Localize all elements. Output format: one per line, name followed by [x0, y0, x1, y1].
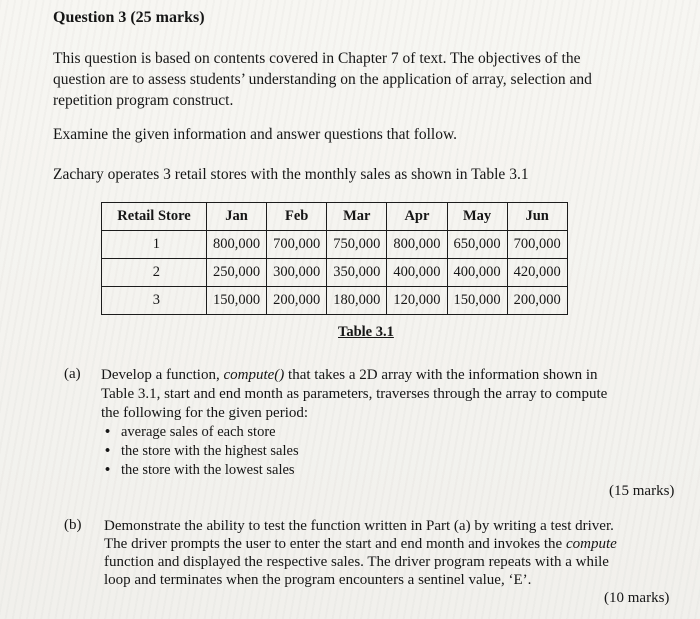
- bullet-text: the store with the lowest sales: [121, 462, 295, 478]
- table-row: [102, 259, 568, 287]
- part-a-line-1: [101, 366, 681, 385]
- cell-value: 750,000: [327, 231, 387, 259]
- part-a-line-2: Table 3.1, start and end month as parameters, traverses through the array to compute: [101, 386, 608, 402]
- part-b-line-1: Demonstrate the ability to test the function written in Part (a) by writing a test driver.: [104, 518, 614, 534]
- cell-value: 800,000: [387, 231, 447, 259]
- part-b-label: (b): [64, 517, 82, 533]
- cell-store: 2: [102, 259, 207, 287]
- function-name-ref: compute: [565, 536, 617, 552]
- bullet-text: the store with the highest sales: [121, 443, 299, 459]
- question-heading: Question 3 (25 marks): [53, 9, 205, 26]
- cell-value: 120,000: [387, 287, 447, 315]
- part-a-line-1-post: that takes a 2D array with the information shown in: [284, 367, 598, 383]
- table-row: [102, 287, 568, 315]
- list-item: [105, 442, 299, 461]
- cell-value: 650,000: [447, 231, 507, 259]
- bullet-icon: •: [105, 462, 111, 478]
- intro-line-2: question are to assess students’ understanding on the application of array, selection and: [53, 71, 592, 88]
- bullet-icon: •: [105, 443, 111, 459]
- header-may: May: [447, 203, 507, 231]
- cell-store: 1: [102, 231, 207, 259]
- cell-value: 700,000: [507, 231, 567, 259]
- part-a-line-3: the following for the given period:: [101, 405, 309, 421]
- part-b-marks: (10 marks): [604, 590, 670, 606]
- header-feb: Feb: [267, 203, 327, 231]
- part-a-text: [101, 366, 681, 423]
- cell-store: 3: [102, 287, 207, 315]
- part-a-line-1-pre: Develop a function,: [101, 367, 224, 383]
- bullet-icon: •: [105, 424, 111, 440]
- list-item: [105, 423, 299, 442]
- part-b-line-2: [104, 535, 682, 553]
- part-b-line-2-pre: The driver prompts the user to enter the start and end month and invokes the: [104, 536, 566, 552]
- header-jan: Jan: [207, 203, 267, 231]
- header-retail-store: Retail Store: [102, 203, 207, 231]
- table-row: [102, 231, 568, 259]
- part-a-label: (a): [64, 366, 81, 382]
- cell-value: 150,000: [207, 287, 267, 315]
- cell-value: 250,000: [207, 259, 267, 287]
- part-b-line-4: loop and terminates when the program encounters a sentinel value, ‘E’.: [104, 572, 532, 588]
- function-name: compute(): [223, 367, 285, 383]
- list-item: [105, 461, 299, 480]
- part-b-text: [104, 517, 682, 589]
- intro-paragraph: [53, 48, 688, 111]
- header-jun: Jun: [507, 203, 567, 231]
- scenario-text: Zachary operates 3 retail stores with the monthly sales as shown in Table 3.1: [53, 166, 529, 183]
- cell-value: 800,000: [207, 231, 267, 259]
- cell-value: 420,000: [507, 259, 567, 287]
- cell-value: 400,000: [387, 259, 447, 287]
- cell-value: 350,000: [327, 259, 387, 287]
- cell-value: 300,000: [267, 259, 327, 287]
- intro-line-1: This question is based on contents covered in Chapter 7 of text. The objectives of the: [53, 50, 581, 67]
- bullet-text: average sales of each store: [121, 424, 276, 440]
- cell-value: 400,000: [447, 259, 507, 287]
- intro-line-3: repetition program construct.: [53, 92, 234, 109]
- cell-value: 200,000: [267, 287, 327, 315]
- examine-instruction: Examine the given information and answer questions that follow.: [53, 126, 458, 143]
- cell-value: 180,000: [327, 287, 387, 315]
- cell-value: 700,000: [267, 231, 327, 259]
- header-apr: Apr: [387, 203, 447, 231]
- cell-value: 200,000: [507, 287, 567, 315]
- part-a-bullet-list: [105, 423, 299, 480]
- sales-table: [101, 202, 568, 315]
- part-b-line-3: function and displayed the respective sales. The driver program repeats with a while: [104, 554, 609, 570]
- table-header-row: [102, 203, 568, 231]
- part-a-marks: (15 marks): [609, 483, 675, 499]
- table-caption: Table 3.1: [338, 324, 394, 340]
- header-mar: Mar: [327, 203, 387, 231]
- cell-value: 150,000: [447, 287, 507, 315]
